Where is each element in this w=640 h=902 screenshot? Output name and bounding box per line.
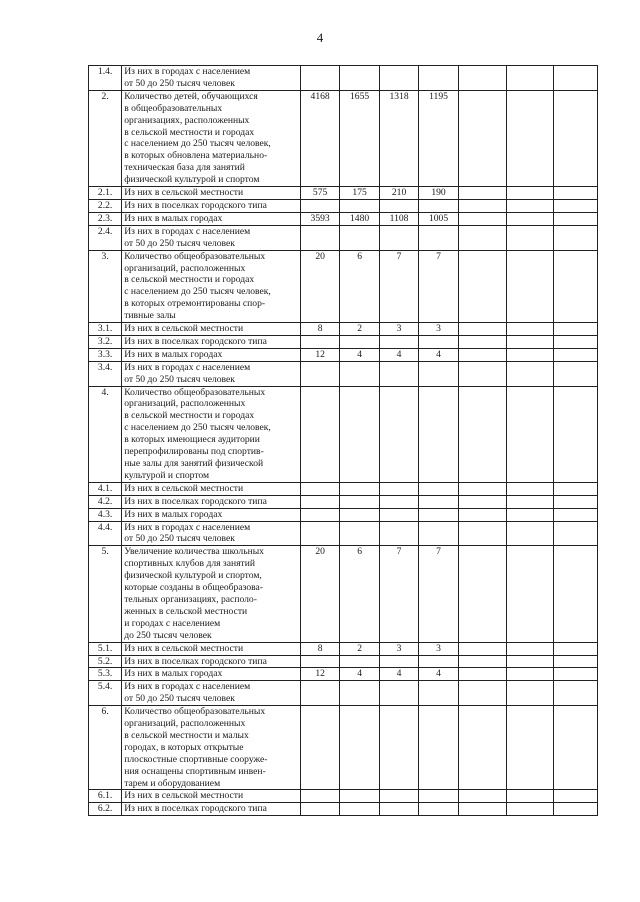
table-row (89, 655, 598, 668)
value-cell (300, 335, 339, 348)
value-cell (506, 668, 554, 681)
value-cell: 7 (419, 546, 458, 642)
row-description: Из них в малых городах (122, 508, 301, 521)
row-description: Из них в сельской местности (122, 187, 301, 200)
row-number: 4.1. (89, 482, 122, 495)
row-description: Из них в поселках городского типа (122, 335, 301, 348)
value-cell (554, 668, 598, 681)
table-row (89, 482, 598, 495)
value-cell (506, 66, 554, 91)
row-number: 4.4. (89, 521, 122, 546)
value-cell (458, 790, 506, 803)
row-number: 2.1. (89, 187, 122, 200)
value-cell: 4 (340, 668, 379, 681)
value-cell (300, 482, 339, 495)
value-cell: 1480 (340, 212, 379, 225)
table-row (89, 790, 598, 803)
table-row (89, 681, 598, 706)
value-cell (458, 521, 506, 546)
value-cell (554, 212, 598, 225)
row-number: 1.4. (89, 66, 122, 91)
value-cell (419, 66, 458, 91)
value-cell (300, 361, 339, 386)
value-cell (458, 681, 506, 706)
value-cell: 4 (379, 668, 418, 681)
value-cell (458, 495, 506, 508)
table-row (89, 250, 598, 322)
value-cell (419, 335, 458, 348)
value-cell (458, 546, 506, 642)
table-row (89, 90, 598, 186)
value-cell (554, 790, 598, 803)
value-cell: 1318 (379, 90, 418, 186)
value-cell (554, 225, 598, 250)
value-cell (379, 335, 418, 348)
value-cell (506, 323, 554, 336)
value-cell (506, 335, 554, 348)
value-cell (300, 521, 339, 546)
value-cell (300, 199, 339, 212)
row-description: Из них в городах с населением от 50 до 250 тысяч человек (122, 521, 301, 546)
value-cell: 6 (340, 250, 379, 322)
value-cell: 575 (300, 187, 339, 200)
value-cell (379, 361, 418, 386)
value-cell (300, 225, 339, 250)
value-cell (458, 508, 506, 521)
value-cell (506, 250, 554, 322)
value-cell (379, 225, 418, 250)
value-cell: 7 (419, 250, 458, 322)
table-row (89, 386, 598, 482)
value-cell (340, 495, 379, 508)
table-row (89, 66, 598, 91)
value-cell (458, 348, 506, 361)
value-cell (506, 790, 554, 803)
value-cell (379, 66, 418, 91)
value-cell (419, 361, 458, 386)
value-cell (300, 790, 339, 803)
value-cell (300, 66, 339, 91)
page-number: 4 (316, 30, 324, 45)
row-number: 5.2. (89, 655, 122, 668)
row-number: 6.1. (89, 790, 122, 803)
value-cell (506, 508, 554, 521)
value-cell (419, 790, 458, 803)
value-cell (340, 386, 379, 482)
value-cell (554, 655, 598, 668)
value-cell (554, 681, 598, 706)
table-body (89, 66, 598, 816)
value-cell (554, 199, 598, 212)
value-cell (506, 495, 554, 508)
table-row (89, 803, 598, 816)
value-cell: 3 (379, 642, 418, 655)
value-cell (458, 386, 506, 482)
table-row (89, 508, 598, 521)
value-cell: 12 (300, 668, 339, 681)
row-number: 2. (89, 90, 122, 186)
row-description: Количество общеобразовательных организаций, расположенных в сельской местности и малых городах, в которых открытые плоскостные спортивные сооруже- ния оснащены спортивным инвен- тарем и оборудованием (122, 706, 301, 790)
value-cell (554, 546, 598, 642)
table-row (89, 495, 598, 508)
value-cell (554, 482, 598, 495)
value-cell (458, 66, 506, 91)
value-cell: 1195 (419, 90, 458, 186)
row-description: Из них в поселках городского типа (122, 495, 301, 508)
value-cell (554, 323, 598, 336)
value-cell (419, 225, 458, 250)
value-cell: 7 (379, 546, 418, 642)
value-cell (379, 482, 418, 495)
value-cell (554, 495, 598, 508)
value-cell (379, 803, 418, 816)
value-cell (340, 706, 379, 790)
value-cell (554, 386, 598, 482)
row-number: 3.3. (89, 348, 122, 361)
value-cell: 190 (419, 187, 458, 200)
value-cell (506, 521, 554, 546)
value-cell (506, 386, 554, 482)
table-row (89, 361, 598, 386)
row-description: Количество общеобразовательных организаций, расположенных в сельской местности и городах с населением до 250 тысяч человек, в которых отремонтированы спор- тивные залы (122, 250, 301, 322)
value-cell (506, 482, 554, 495)
value-cell (458, 90, 506, 186)
value-cell (506, 90, 554, 186)
value-cell (554, 250, 598, 322)
row-number: 6. (89, 706, 122, 790)
value-cell (458, 225, 506, 250)
value-cell (554, 66, 598, 91)
row-description: Из них в городах с населением от 50 до 250 тысяч человек (122, 66, 301, 91)
table-row (89, 323, 598, 336)
value-cell (458, 187, 506, 200)
value-cell (554, 521, 598, 546)
value-cell (340, 790, 379, 803)
value-cell (300, 803, 339, 816)
value-cell: 4 (340, 348, 379, 361)
table-row (89, 225, 598, 250)
row-number: 2.3. (89, 212, 122, 225)
table-row (89, 348, 598, 361)
value-cell (419, 706, 458, 790)
value-cell (419, 199, 458, 212)
value-cell (419, 681, 458, 706)
value-cell (458, 335, 506, 348)
value-cell (300, 706, 339, 790)
value-cell (506, 681, 554, 706)
row-number: 5. (89, 546, 122, 642)
value-cell (340, 508, 379, 521)
row-number: 3.1. (89, 323, 122, 336)
value-cell (340, 225, 379, 250)
value-cell (554, 508, 598, 521)
value-cell (419, 803, 458, 816)
value-cell (340, 66, 379, 91)
value-cell (458, 250, 506, 322)
value-cell (506, 199, 554, 212)
row-number: 2.4. (89, 225, 122, 250)
indicators-table (88, 65, 598, 816)
value-cell: 1005 (419, 212, 458, 225)
value-cell (379, 199, 418, 212)
value-cell (379, 790, 418, 803)
value-cell: 2 (340, 323, 379, 336)
value-cell (419, 521, 458, 546)
row-description: Из них в поселках городского типа (122, 199, 301, 212)
value-cell: 12 (300, 348, 339, 361)
row-description: Из них в малых городах (122, 668, 301, 681)
value-cell (379, 495, 418, 508)
value-cell (340, 199, 379, 212)
value-cell (506, 212, 554, 225)
value-cell (554, 348, 598, 361)
value-cell (458, 668, 506, 681)
value-cell: 4 (419, 348, 458, 361)
value-cell: 210 (379, 187, 418, 200)
row-number: 4.2. (89, 495, 122, 508)
value-cell (506, 187, 554, 200)
value-cell (506, 225, 554, 250)
row-description: Из них в городах с населением от 50 до 250 тысяч человек (122, 361, 301, 386)
value-cell: 4168 (300, 90, 339, 186)
value-cell (379, 508, 418, 521)
row-description: Из них в малых городах (122, 212, 301, 225)
value-cell (340, 335, 379, 348)
row-number: 6.2. (89, 803, 122, 816)
row-description: Из них в сельской местности (122, 790, 301, 803)
row-description: Из них в сельской местности (122, 642, 301, 655)
value-cell: 1108 (379, 212, 418, 225)
row-number: 3. (89, 250, 122, 322)
value-cell (554, 335, 598, 348)
table-row (89, 212, 598, 225)
value-cell (458, 642, 506, 655)
value-cell (379, 655, 418, 668)
value-cell: 4 (419, 668, 458, 681)
value-cell: 20 (300, 546, 339, 642)
value-cell (506, 803, 554, 816)
value-cell (554, 90, 598, 186)
row-description: Из них в сельской местности (122, 482, 301, 495)
row-description: Из них в сельской местности (122, 323, 301, 336)
value-cell (340, 681, 379, 706)
value-cell (340, 361, 379, 386)
table-row (89, 335, 598, 348)
value-cell: 8 (300, 642, 339, 655)
table-row (89, 187, 598, 200)
row-description: Количество общеобразовательных организаций, расположенных в сельской местности и городах с населением до 250 тысяч человек, в которых имеющиеся аудитории перепрофилированы под спортив- ные залы для занятий физической культурой и спортом (122, 386, 301, 482)
value-cell (419, 508, 458, 521)
value-cell (458, 655, 506, 668)
row-description: Из них в малых городах (122, 348, 301, 361)
table-row (89, 706, 598, 790)
table-row (89, 668, 598, 681)
value-cell (554, 361, 598, 386)
value-cell (300, 495, 339, 508)
table-row (89, 546, 598, 642)
row-number: 3.4. (89, 361, 122, 386)
value-cell (300, 508, 339, 521)
value-cell: 2 (340, 642, 379, 655)
value-cell: 20 (300, 250, 339, 322)
row-number: 5.4. (89, 681, 122, 706)
value-cell (300, 386, 339, 482)
value-cell (554, 642, 598, 655)
row-number: 4. (89, 386, 122, 482)
row-number: 5.3. (89, 668, 122, 681)
value-cell (458, 323, 506, 336)
row-description: Из них в поселках городского типа (122, 655, 301, 668)
value-cell (458, 199, 506, 212)
row-description: Из них в городах с населением от 50 до 250 тысяч человек (122, 681, 301, 706)
value-cell (458, 803, 506, 816)
value-cell (419, 655, 458, 668)
value-cell (458, 482, 506, 495)
value-cell: 8 (300, 323, 339, 336)
value-cell (458, 706, 506, 790)
value-cell (419, 386, 458, 482)
value-cell (506, 361, 554, 386)
value-cell (506, 348, 554, 361)
value-cell: 175 (340, 187, 379, 200)
value-cell (419, 495, 458, 508)
row-description: Из них в поселках городского типа (122, 803, 301, 816)
value-cell (554, 187, 598, 200)
value-cell (379, 386, 418, 482)
value-cell (300, 655, 339, 668)
value-cell: 3593 (300, 212, 339, 225)
value-cell (300, 681, 339, 706)
value-cell: 3 (379, 323, 418, 336)
row-number: 4.3. (89, 508, 122, 521)
row-number: 2.2. (89, 199, 122, 212)
value-cell (458, 212, 506, 225)
value-cell (340, 655, 379, 668)
value-cell (379, 521, 418, 546)
value-cell (554, 803, 598, 816)
value-cell (506, 642, 554, 655)
value-cell: 6 (340, 546, 379, 642)
value-cell (458, 361, 506, 386)
value-cell (554, 706, 598, 790)
value-cell (379, 681, 418, 706)
row-number: 5.1. (89, 642, 122, 655)
value-cell (340, 521, 379, 546)
value-cell: 7 (379, 250, 418, 322)
value-cell: 1655 (340, 90, 379, 186)
value-cell (506, 655, 554, 668)
value-cell: 4 (379, 348, 418, 361)
row-description: Увеличение количества школьных спортивных клубов для занятий физической культурой и спортом, которые созданы в общеобразова- тельных организациях, располо- женных в сельской местности и городах с населением до 250 тысяч человек (122, 546, 301, 642)
value-cell (419, 482, 458, 495)
value-cell (379, 706, 418, 790)
row-description: Количество детей, обучающихся в общеобразовательных организациях, расположенных в сельской местности и городах с населением до 250 тысяч человек, в которых обновлена материально- техническая база для занятий физической культурой и спортом (122, 90, 301, 186)
row-number: 3.2. (89, 335, 122, 348)
value-cell (340, 482, 379, 495)
value-cell: 3 (419, 642, 458, 655)
value-cell: 3 (419, 323, 458, 336)
value-cell (506, 706, 554, 790)
table-row (89, 521, 598, 546)
table-row (89, 642, 598, 655)
value-cell (506, 546, 554, 642)
row-description: Из них в городах с населением от 50 до 250 тысяч человек (122, 225, 301, 250)
value-cell (340, 803, 379, 816)
table-row (89, 199, 598, 212)
